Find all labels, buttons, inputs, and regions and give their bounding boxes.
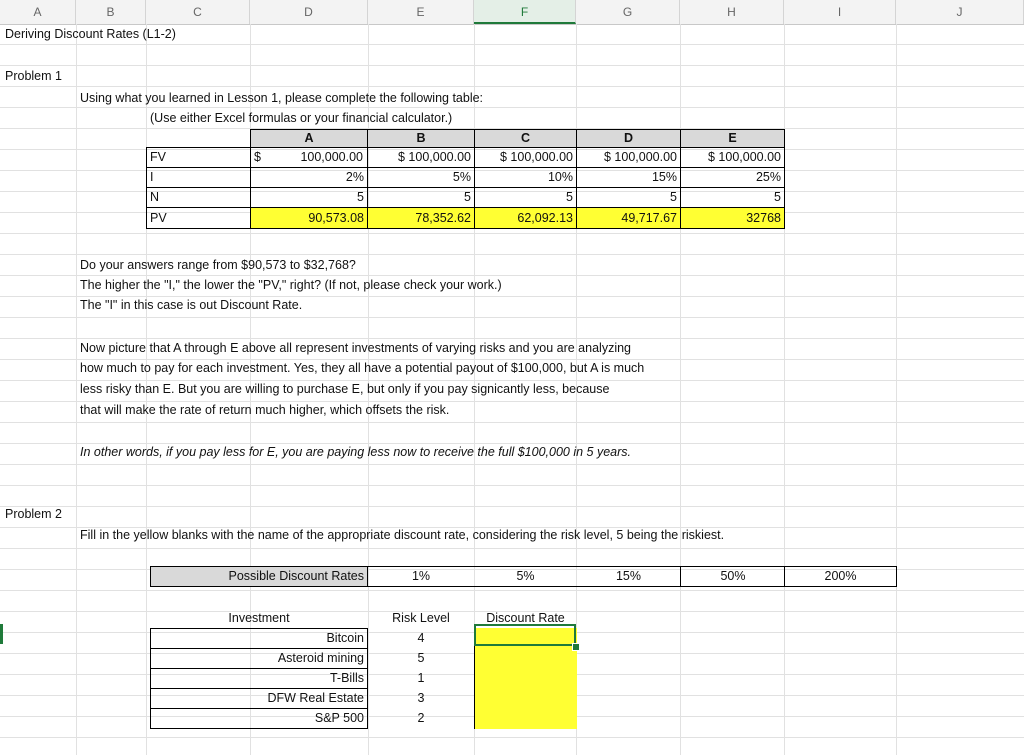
rate-option-1[interactable]: 1% [367, 566, 475, 587]
cell-pv-e[interactable]: 32768 [680, 207, 785, 229]
column-header-e[interactable]: E [368, 0, 474, 24]
problem1-label: Problem 1 [5, 69, 62, 83]
column-header-j[interactable]: J [896, 0, 1024, 24]
column-header-g[interactable]: G [576, 0, 680, 24]
risk-level-value[interactable]: 5 [417, 651, 425, 665]
cell-n-c[interactable]: 5 [474, 187, 577, 208]
row-label-n[interactable]: N [146, 187, 251, 208]
column-header-d[interactable]: D [250, 0, 368, 24]
discount-rate-input[interactable] [474, 648, 577, 669]
cell-fv-a[interactable] [250, 147, 368, 168]
investment-name[interactable]: S&P 500 [150, 708, 368, 729]
rate-option-5[interactable]: 200% [784, 566, 897, 587]
column-header-bar [0, 0, 1024, 25]
question-range: Do your answers range from $90,573 to $32,768? [80, 258, 356, 272]
investment-name[interactable]: Asteroid mining [150, 648, 368, 669]
italic-summary: In other words, if you pay less for E, you are paying less now to receive the full $100,000 in 5 years. [80, 445, 631, 459]
paragraph-line-1: Now picture that A through E above all represent investments of varying risks and you are analyzing [80, 341, 631, 355]
paragraph-line-4: that will make the rate of return much higher, which offsets the risk. [80, 403, 450, 417]
cell-fv-d[interactable]: $ 100,000.00 [576, 147, 681, 168]
risk-level-value[interactable]: 4 [417, 631, 425, 645]
discount-rate-input[interactable] [474, 668, 577, 689]
cell-i-c[interactable]: 10% [474, 167, 577, 188]
cell-n-b[interactable]: 5 [367, 187, 475, 208]
cell-i-b[interactable]: 5% [367, 167, 475, 188]
column-header-c[interactable]: C [146, 0, 250, 24]
problem2-intro: Fill in the yellow blanks with the name of the appropriate discount rate, considering the risk level, 5 being the riskiest. [80, 528, 725, 542]
row-label-pv[interactable]: PV [146, 207, 251, 229]
cell-pv-a[interactable]: 90,573.08 [250, 207, 368, 229]
cell-pv-c[interactable]: 62,092.13 [474, 207, 577, 229]
header-investment: Investment [228, 611, 290, 625]
cell-n-d[interactable]: 5 [576, 187, 681, 208]
table-header-d: D [576, 129, 681, 148]
question-discount-rate: The "I" in this case is out Discount Rate. [80, 298, 303, 312]
column-header-a[interactable]: A [0, 0, 76, 24]
cell-i-e[interactable]: 25% [680, 167, 785, 188]
cell-pv-d[interactable]: 49,717.67 [576, 207, 681, 229]
problem2-label: Problem 2 [5, 507, 62, 521]
cell-i-d[interactable]: 15% [576, 167, 681, 188]
risk-level-value[interactable]: 1 [417, 671, 425, 685]
investment-name[interactable]: Bitcoin [150, 628, 368, 649]
cell-n-e[interactable]: 5 [680, 187, 785, 208]
column-header-f[interactable]: F [474, 0, 576, 24]
cell-n-a[interactable]: 5 [250, 187, 368, 208]
rate-option-2[interactable]: 5% [474, 566, 577, 587]
paragraph-line-3: less risky than E. But you are willing to purchase E, but only if you pay signicantly less, because [80, 382, 610, 396]
table-header-c: C [474, 129, 577, 148]
cell-fv-b[interactable]: $ 100,000.00 [367, 147, 475, 168]
table-header-e: E [680, 129, 785, 148]
discount-rate-input[interactable] [474, 708, 577, 729]
row-label-fv[interactable]: FV [146, 147, 251, 168]
header-risk-level: Risk Level [392, 611, 450, 625]
rate-option-4[interactable]: 50% [680, 566, 785, 587]
column-header-b[interactable]: B [76, 0, 146, 24]
question-higher-i: The higher the "I," the lower the "PV," right? (If not, please check your work.) [80, 278, 502, 292]
investment-name[interactable]: T-Bills [150, 668, 368, 689]
sheet-title: Deriving Discount Rates (L1-2) [5, 27, 176, 41]
fill-handle[interactable] [572, 643, 580, 651]
risk-level-value[interactable]: 3 [417, 691, 425, 705]
paragraph-line-2: how much to pay for each investment. Yes, they all have a potential payout of $100,000, but A is much [80, 361, 645, 375]
row-label-i[interactable]: I [146, 167, 251, 188]
table-header-a: A [250, 129, 368, 148]
column-header-h[interactable]: H [680, 0, 784, 24]
investment-name[interactable]: DFW Real Estate [150, 688, 368, 709]
risk-level-value[interactable]: 2 [417, 711, 425, 725]
cell-fv-e[interactable]: $ 100,000.00 [680, 147, 785, 168]
currency-symbol: $ [254, 150, 261, 164]
active-cell-selection[interactable] [474, 624, 576, 646]
cell-pv-b[interactable]: 78,352.62 [367, 207, 475, 229]
table-header-b: B [367, 129, 475, 148]
possible-rates-label: Possible Discount Rates [150, 566, 368, 587]
active-row-marker [0, 624, 3, 644]
discount-rate-input[interactable] [474, 688, 577, 709]
cell-fv-a-value: 100,000.00 [300, 150, 363, 164]
problem1-note: (Use either Excel formulas or your financial calculator.) [150, 111, 453, 125]
cell-fv-c[interactable]: $ 100,000.00 [474, 147, 577, 168]
rate-option-3[interactable]: 15% [576, 566, 681, 587]
problem1-intro: Using what you learned in Lesson 1, please complete the following table: [80, 91, 484, 105]
header-discount-rate: Discount Rate [486, 611, 565, 625]
column-header-i[interactable]: I [784, 0, 896, 24]
cell-i-a[interactable]: 2% [250, 167, 368, 188]
